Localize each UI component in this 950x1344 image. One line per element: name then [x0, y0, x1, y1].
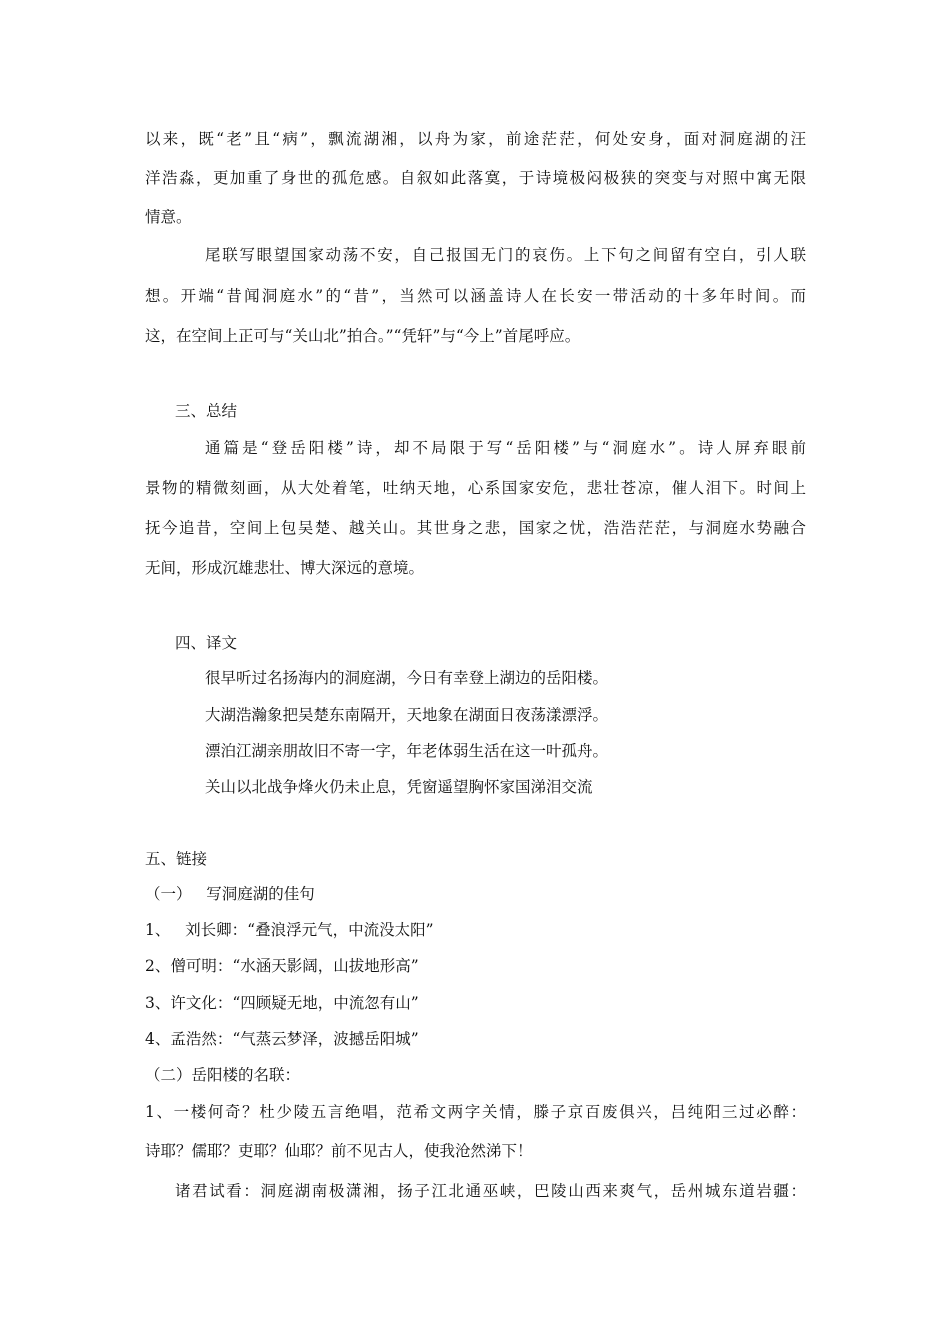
couplet-line: 1、一楼何奇？杜少陵五言绝唱，范希文两字关情，滕子京百废俱兴，吕纯阳三过必醉： [145, 1103, 806, 1121]
body-paragraph-line: 以来，既“老”且“病”，飘流湖湘，以舟为家，前途茫茫，何处安身，面对洞庭湖的汪 [145, 130, 806, 148]
translation-line: 漂泊江湖亲朋故旧不寄一字，年老体弱生活在这一叶孤舟。 [205, 742, 609, 760]
section-heading: 三、总结 [175, 402, 238, 420]
body-paragraph-line: 情意。 [145, 208, 192, 226]
translation-line: 大湖浩瀚象把吴楚东南隔开，天地象在湖面日夜荡漾漂浮。 [205, 706, 609, 724]
couplet-line: 诗耶？儒耶？吏耶？仙耶？前不见古人，使我沧然涕下！ [145, 1142, 533, 1160]
translation-line: 很早听过名扬海内的洞庭湖，今日有幸登上湖边的岳阳楼。 [205, 669, 609, 687]
couplet-line: 诸君试看：洞庭湖南极潇湘，扬子江北通巫峡，巴陵山西来爽气，岳州城东道岩疆： [175, 1182, 806, 1200]
list-item: 1、 刘长卿：“叠浪浮元气，中流没太阳” [145, 921, 434, 939]
section-heading: 四、译文 [175, 634, 238, 652]
subsection-heading: （一） 写洞庭湖的佳句 [145, 885, 315, 903]
translation-line: 关山以北战争烽火仍未止息，凭窗遥望胸怀家国涕泪交流 [205, 778, 593, 796]
body-paragraph-line: 洋浩淼，更加重了身世的孤危感。自叙如此落寞，于诗境极闷极狭的突变与对照中寓无限 [145, 169, 806, 187]
list-item: 3、许文化：“四顾疑无地，中流忽有山” [145, 994, 419, 1012]
list-item: 4、孟浩然：“气蒸云梦泽，波撼岳阳城” [145, 1030, 419, 1048]
body-paragraph-line: 无间，形成沉雄悲壮、博大深远的意境。 [145, 559, 425, 577]
section-heading: 五、链接 [145, 850, 208, 868]
body-paragraph-line: 想。开端“昔闻洞庭水”的“昔”，当然可以涵盖诗人在长安一带活动的十多年时间。而 [145, 287, 806, 305]
body-paragraph-line: 这，在空间上正可与“关山北”拍合。”“凭轩”与“今上”首尾呼应。 [145, 327, 581, 345]
body-paragraph-line: 抚今追昔，空间上包吴楚、越关山。其世身之悲，国家之忧，浩浩茫茫，与洞庭水势融合 [145, 519, 806, 537]
body-paragraph-line: 通篇是“登岳阳楼”诗，却不局限于写“岳阳楼”与“洞庭水”。诗人屏弃眼前 [205, 439, 806, 457]
body-paragraph-line: 景物的精微刻画，从大处着笔，吐纳天地，心系国家安危，悲壮苍凉，催人泪下。时间上 [145, 479, 806, 497]
subsection-heading: （二）岳阳楼的名联： [145, 1066, 301, 1084]
list-item: 2、僧可明：“水涵天影阔，山拔地形高” [145, 957, 419, 975]
body-paragraph-line: 尾联写眼望国家动荡不安，自己报国无门的哀伤。上下句之间留有空白，引人联 [205, 246, 806, 264]
